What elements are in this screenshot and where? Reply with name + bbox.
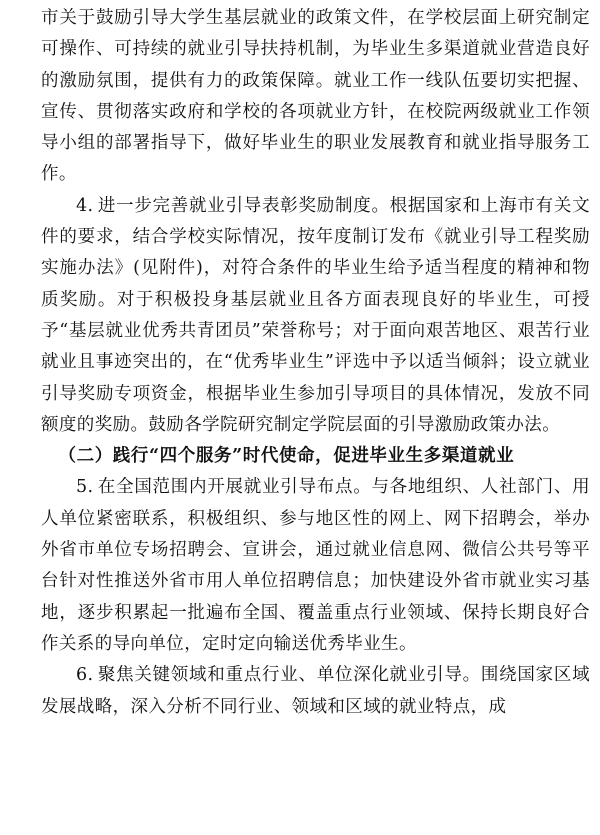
paragraph-policy-continuation <box>41 3 590 191</box>
paragraph-text: 进一步完善就业引导表彰奖励制度。根据国家和上海市有关文件的要求，结合学校实际情况，按年度制订发布《就业引导工程奖励实施办法》(见附件)，对符合条件的毕业生给予适当程度的精神和物质奖励。对于积极投身基层就业且各方面表现良好的毕业生，可授予“基层就业优秀共青团员”荣誉称号；对于面向艰苦地区、艰苦行业就业且事迹突出的，在“优秀毕业生”评选中予以适当倾斜；设立就业引导奖励专项资金，根据毕业生参加引导项目的具体情况，发放不同额度的奖励。鼓励各学院研究制定学院层面的引导激励政策办法。 <box>41 195 590 435</box>
paragraph-item-4 <box>41 191 590 441</box>
item-number: 4. <box>76 195 94 216</box>
item-number: 5. <box>76 477 94 498</box>
paragraph-text: 市关于鼓励引导大学生基层就业的政策文件，在学校层面上研究制定可操作、可持续的就业引导扶持机制，为毕业生多渠道就业营造良好的激励氛围，提供有力的政策保障。就业工作一线队伍要切实把握、宣传、贯彻落实政府和学校的各项就业方针，在校院两级就业工作领导小组的部署指导下，做好毕业生的职业发展教育和就业指导服务工作。 <box>41 8 590 185</box>
paragraph-text: 聚焦关键领域和重点行业、单位深化就业引导。围绕国家区域发展战略，深入分析不同行业、领域和区域的就业特点，成 <box>41 665 590 717</box>
paragraph-item-5 <box>41 472 590 660</box>
section-heading: （二）践行“四个服务”时代使命，促进毕业生多渠道就业 <box>58 446 515 467</box>
item-number: 6. <box>76 665 94 686</box>
paragraph-item-6 <box>41 660 590 723</box>
paragraph-text: 在全国范围内开展就业引导布点。与各地组织、人社部门、用人单位紧密联系，积极组织、参与地区性的网上、网下招聘会，举办外省市单位专场招聘会、宣讲会，通过就业信息网、微信公共号等平台针对性推送外省市用人单位招聘信息；加快建设外省市就业实习基地，逐步积累起一批遍布全国、覆盖重点行业领域、保持长期良好合作关系的导向单位，定时定向输送优秀毕业生。 <box>41 477 590 654</box>
